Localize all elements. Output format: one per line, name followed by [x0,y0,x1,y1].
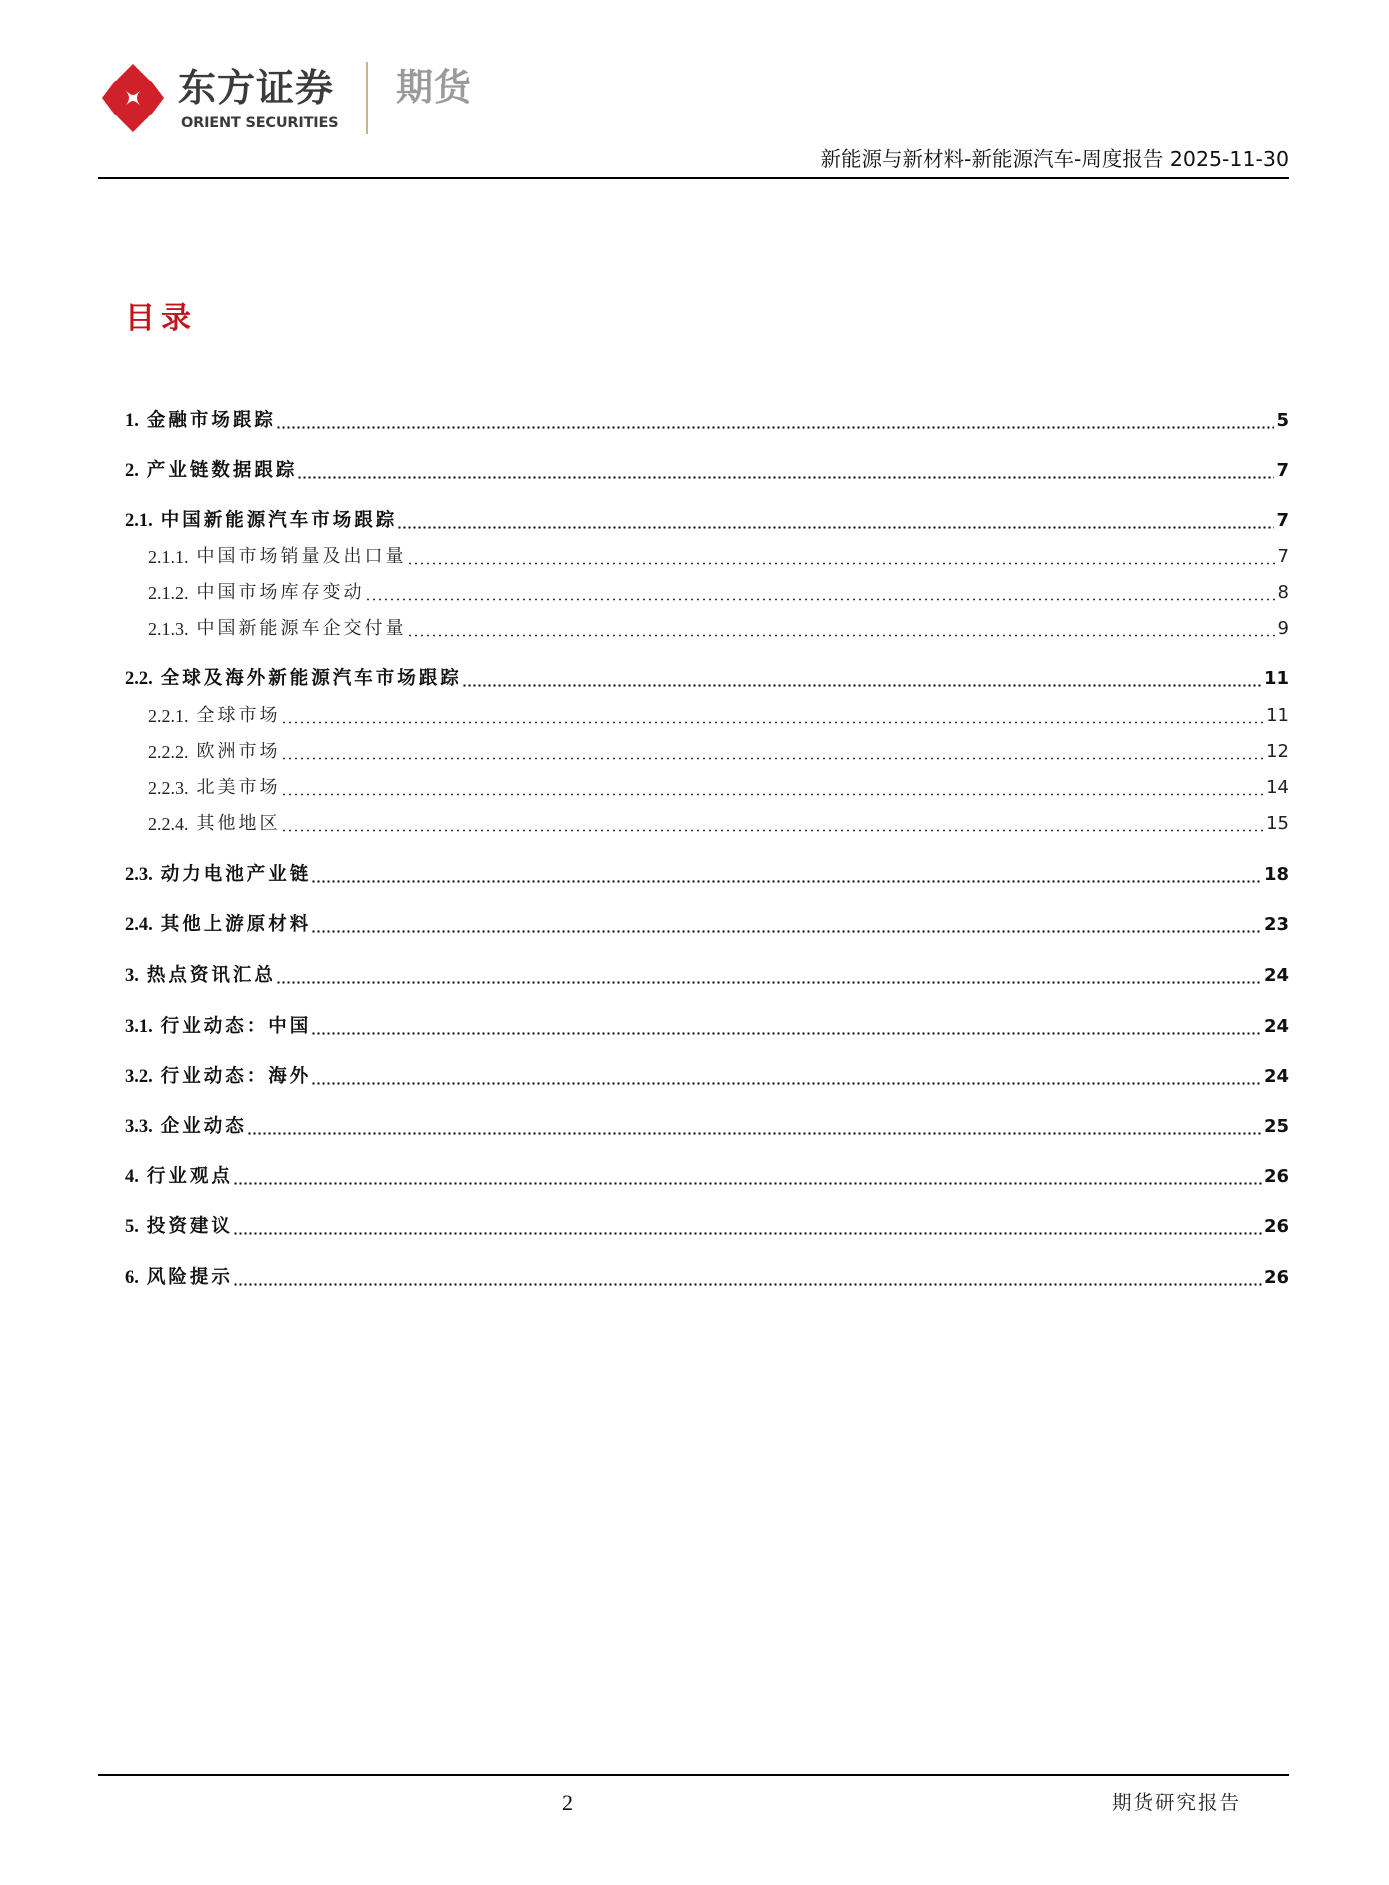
toc-entry-number: 2.1.2. [148,583,189,603]
toc-entry-label: 热点资讯汇总 [146,965,276,986]
toc-entry-number: 2.1.3. [148,619,189,639]
dot-leader [297,463,1274,483]
dot-leader [233,1270,1262,1290]
toc-entry-number: 2.1. [125,511,153,531]
toc-entry-page: 24 [1263,965,1289,986]
toc-entry-number: 2.2.3. [148,778,189,798]
dot-leader [311,867,1262,887]
dot-leader [397,513,1274,533]
toc-entry-label: 动力电池产业链 [160,864,312,885]
toc-entry-label: 中国新能源车企交付量 [196,618,407,639]
toc-entry-6[interactable] [125,1266,1289,1290]
toc-entry-2-2-3[interactable] [148,776,1289,800]
dot-leader [311,917,1262,937]
dot-leader [462,671,1262,691]
toc-entry-label: 全球及海外新能源汽车市场跟踪 [160,668,462,689]
toc-entry-2-1-3[interactable] [148,617,1289,641]
toc-entry-page: 15 [1266,813,1289,834]
toc-entry-2[interactable] [125,459,1289,483]
dot-leader [233,1169,1262,1189]
toc-entry-page: 24 [1263,1016,1289,1037]
toc-entry-number: 2.3. [125,865,153,885]
toc-entry-number: 2.2.4. [148,814,189,834]
toc-title: 目录 [125,301,197,336]
toc-entry-label: 中国新能源汽车市场跟踪 [160,510,398,531]
toc-entry-number: 2.2.2. [148,742,189,762]
toc-entry-number: 2.4. [125,915,153,935]
dot-leader [281,816,1265,836]
toc-entry-page: 5 [1276,410,1289,431]
toc-entry-number: 3. [125,966,139,986]
toc-entry-page: 23 [1263,914,1289,935]
logo-english-name: ORIENT SECURITIES [181,115,339,131]
toc-entry-label: 北美市场 [196,777,281,798]
toc-entry-label: 金融市场跟踪 [146,410,276,431]
toc-entry-page: 26 [1263,1216,1289,1237]
toc-entry-number: 2.2. [125,669,153,689]
toc-entry-2-1-1[interactable] [148,545,1289,569]
toc-entry-3[interactable] [125,964,1289,988]
toc-entry-page: 11 [1266,705,1289,726]
toc-entry-page: 26 [1263,1267,1289,1288]
footer-report-type: 期货研究报告 [1112,1791,1242,1814]
toc-entry-label: 其他上游原材料 [160,914,312,935]
toc-entry-2-2[interactable] [125,667,1289,691]
dot-leader [365,585,1276,605]
orient-securities-logo-icon [100,62,166,134]
toc-entry-number: 4. [125,1167,139,1187]
toc-entry-label: 全球市场 [196,705,281,726]
dot-leader [281,780,1265,800]
dot-leader [407,549,1276,569]
toc-entry-number: 2.2.1. [148,706,189,726]
dot-leader [281,708,1265,728]
dot-leader [311,1019,1262,1039]
toc-entry-page: 26 [1263,1166,1289,1187]
toc-entry-page: 12 [1266,741,1289,762]
toc-entry-label: 投资建议 [146,1216,233,1237]
toc-entry-2-3[interactable] [125,863,1289,887]
toc-entry-page: 25 [1263,1116,1289,1137]
toc-entry-3-2[interactable] [125,1065,1289,1089]
dot-leader [276,968,1262,988]
footer-divider [98,1774,1289,1776]
toc-entry-2-1-2[interactable] [148,581,1289,605]
toc-entry-page: 18 [1263,864,1289,885]
toc-entry-1[interactable] [125,409,1289,433]
toc-entry-2-2-2[interactable] [148,740,1289,764]
toc-entry-page: 11 [1263,668,1289,689]
logo-chinese-name: 东方证券 [178,66,335,110]
dot-leader [233,1219,1262,1239]
toc-entry-2-4[interactable] [125,913,1289,937]
dot-leader [276,413,1275,433]
toc-entry-page: 7 [1277,546,1289,567]
toc-entry-page: 7 [1276,460,1289,481]
toc-entry-label: 中国市场销量及出口量 [196,546,407,567]
toc-entry-number: 5. [125,1217,139,1237]
toc-entry-label: 行业动态：中国 [160,1016,312,1037]
toc-entry-number: 2. [125,461,139,481]
toc-entry-2-1[interactable] [125,509,1289,533]
toc-entry-3-1[interactable] [125,1015,1289,1039]
toc-entry-label: 企业动态 [160,1116,247,1137]
toc-entry-page: 7 [1276,510,1289,531]
toc-entry-number: 3.1. [125,1017,153,1037]
toc-entry-label: 产业链数据跟踪 [146,460,298,481]
dot-leader [247,1119,1262,1139]
toc-entry-5[interactable] [125,1215,1289,1239]
toc-entry-4[interactable] [125,1165,1289,1189]
toc-entry-number: 6. [125,1268,139,1288]
toc-entry-label: 风险提示 [146,1267,233,1288]
toc-entry-number: 2.1.1. [148,547,189,567]
dot-leader [407,621,1276,641]
toc-entry-2-2-1[interactable] [148,704,1289,728]
page-number: 2 [562,1790,573,1815]
logo-division-label: 期货 [396,66,472,109]
toc-entry-number: 1. [125,411,139,431]
toc-entry-label: 欧洲市场 [196,741,281,762]
logo-divider [366,62,368,134]
toc-entry-page: 8 [1277,582,1289,603]
toc-entry-2-2-4[interactable] [148,812,1289,836]
toc-entry-3-3[interactable] [125,1115,1289,1139]
toc-entry-page: 9 [1277,618,1289,639]
report-header-title: 新能源与新材料-新能源汽车-周度报告 2025-11-30 [820,147,1289,171]
toc-entry-label: 行业观点 [146,1166,233,1187]
dot-leader [311,1069,1262,1089]
dot-leader [281,744,1265,764]
toc-entry-page: 24 [1263,1066,1289,1087]
toc-entry-page: 14 [1266,777,1289,798]
toc-entry-label: 中国市场库存变动 [196,582,365,603]
toc-entry-number: 3.3. [125,1117,153,1137]
toc-entry-label: 行业动态：海外 [160,1066,312,1087]
header-divider [98,177,1289,179]
toc-entry-label: 其他地区 [196,813,281,834]
toc-entry-number: 3.2. [125,1067,153,1087]
